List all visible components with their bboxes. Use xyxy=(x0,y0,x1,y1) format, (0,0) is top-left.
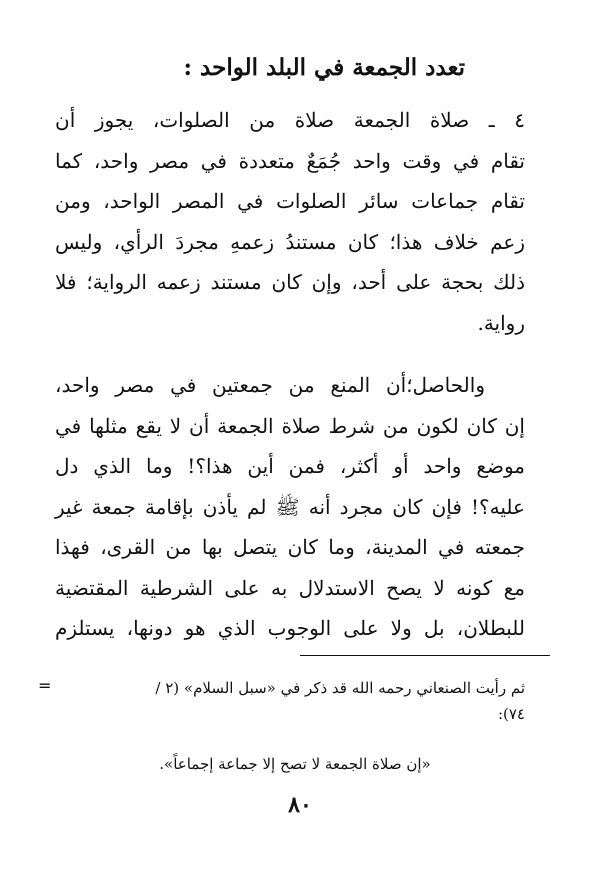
paragraph-2-line: عليه؟! فإن كان مجرد أنه ﷺ لم يأذن بإقامة جمعة غير xyxy=(55,494,525,519)
paragraph-2 xyxy=(55,365,525,649)
paragraph-1 xyxy=(55,100,525,343)
footnote-line: ٧٤): xyxy=(497,705,525,723)
footnote-quote: «إن صلاة الجمعة لا تصح إلا جماعة إجماعاً». xyxy=(159,755,431,773)
paragraph-1-line: رواية. xyxy=(477,310,525,335)
page-number: ٨٠ xyxy=(288,792,312,818)
paragraph-1-line: ذلك بحجة على أحد، وإن كان مستند زعمه الرواية؛ فلا xyxy=(55,270,525,294)
footnote-line: ثم رأيت الصنعاني رحمه الله قد ذكر في «سبل السلام» (٢ / xyxy=(155,679,525,697)
paragraph-2-line: جمعته في المدينة، وما كان يتصل بها من القرى، فهذا xyxy=(55,535,525,559)
footnote-separator xyxy=(300,655,550,656)
paragraph-2-line: والحاصل؛أن المنع من جمعتين في مصر واحد، xyxy=(55,373,485,397)
paragraph-1-line: ٤ ـ صلاة الجمعة صلاة من الصلوات، يجوز أن xyxy=(55,108,525,132)
paragraph-2-line: موضع واحد أو أكثر، فمن أين هذا؟! وما الذي دل xyxy=(55,454,526,478)
paragraph-2-line: للبطلان، بل ولا على الوجوب الذي هو دونها، يستلزم xyxy=(55,616,525,640)
paragraph-2-line: مع كونه لا يصح الاستدلال به على الشرطية المقتضية xyxy=(55,575,525,600)
paragraph-1-line: تقام في وقت واحد جُمَعٌ متعددة في مصر واحد، كما xyxy=(55,148,525,173)
section-heading: تعدد الجمعة في البلد الواحد : xyxy=(183,54,465,81)
paragraph-1-line: زعم خلاف هذا؛ كان مستندُ زعمهِ مجردَ الرأي، وليس xyxy=(55,229,525,254)
footnote-continuation-marker: = xyxy=(38,676,52,695)
paragraph-1-line: تقام جماعات سائر الصلوات في المصر الواحد، ومن xyxy=(55,189,525,213)
paragraph-2-line: إن كان لكون من شرط صلاة الجمعة أن لا يقع مثلها في xyxy=(55,413,525,438)
